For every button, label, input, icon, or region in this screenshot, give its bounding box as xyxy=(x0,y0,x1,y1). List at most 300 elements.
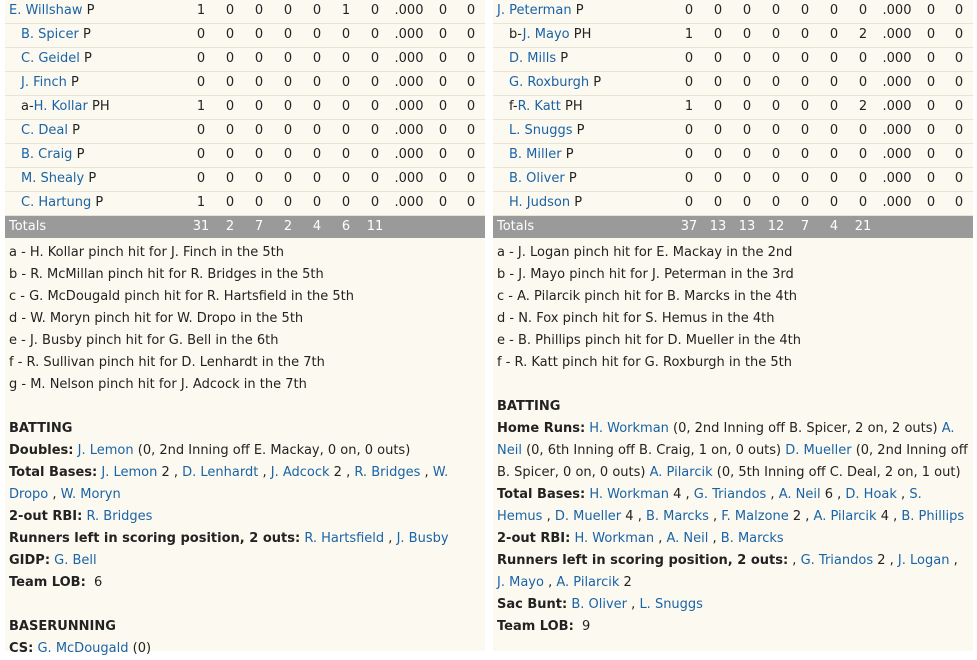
stat-cell: 0 xyxy=(225,195,235,210)
stat-cell: .000 xyxy=(394,123,424,138)
player-link[interactable]: G. Triandos xyxy=(693,487,767,502)
stat-cell: 0 xyxy=(926,171,936,186)
player-link[interactable]: H. Kollar xyxy=(33,99,88,114)
stat-cell: 0 xyxy=(684,3,694,18)
stat-cell: 0 xyxy=(829,123,839,138)
player-link[interactable]: C. Deal xyxy=(21,123,68,138)
player-cell xyxy=(21,144,84,166)
stat-cell: 0 xyxy=(771,75,781,90)
player-link[interactable]: J. Lemon xyxy=(77,443,134,458)
stat-cell: 0 xyxy=(225,171,235,186)
stat-cell: 0 xyxy=(684,123,694,138)
player-cell xyxy=(21,120,80,142)
stat-cell: 0 xyxy=(312,27,322,42)
stat-cell: 0 xyxy=(829,195,839,210)
player-cell xyxy=(509,120,585,142)
stat-cell: 0 xyxy=(341,27,351,42)
stat-cell: 0 xyxy=(829,75,839,90)
stat-cell: 1 xyxy=(196,3,206,18)
player-cell xyxy=(509,24,591,46)
position-label: P xyxy=(575,3,584,18)
stat-cell: 0 xyxy=(466,195,476,210)
player-link[interactable]: A. Pilarcik xyxy=(556,575,620,590)
stat-cell: 0 xyxy=(312,123,322,138)
totals-cell: 2 xyxy=(283,219,293,234)
player-cell xyxy=(509,168,577,190)
stat-cell: .000 xyxy=(394,51,424,66)
stat-cell: .000 xyxy=(882,99,912,114)
position-label: P xyxy=(76,147,85,162)
stat-cell: 0 xyxy=(926,123,936,138)
pinch-prefix: a- xyxy=(21,99,34,114)
player-cell xyxy=(21,192,103,214)
left-doubles: Doubles: J. Lemon (0, 2nd Inning off E. Mackay, 0 on, 0 outs) xyxy=(9,443,411,458)
player-link[interactable]: J. Busby xyxy=(396,531,449,546)
stat-cell: 0 xyxy=(954,171,964,186)
stat-cell: 0 xyxy=(254,3,264,18)
table-row xyxy=(493,72,973,96)
stat-cell: 0 xyxy=(858,75,868,90)
left-batting-header: BATTING xyxy=(9,421,73,436)
totals-label: Totals xyxy=(497,219,535,234)
stat-cell: 0 xyxy=(438,195,448,210)
player-link[interactable]: J. Peterman xyxy=(497,3,572,18)
totals-cell: 37 xyxy=(680,219,698,234)
stat-cell: 0 xyxy=(283,171,293,186)
stat-cell: 0 xyxy=(283,27,293,42)
player-link[interactable]: C. Geidel xyxy=(21,51,80,66)
stat-cell: 0 xyxy=(713,27,723,42)
stat-cell: 0 xyxy=(370,51,380,66)
stat-cell: 0 xyxy=(196,51,206,66)
substitution-note: e - J. Busby pinch hit for G. Bell in the 6th xyxy=(9,333,279,348)
stat-cell: 0 xyxy=(926,27,936,42)
substitution-note: g - M. Nelson pinch hit for J. Adcock in the 7th xyxy=(9,377,307,392)
stat-cell: .000 xyxy=(394,99,424,114)
position-label: P xyxy=(565,147,574,162)
stat-cell: 0 xyxy=(684,195,694,210)
substitution-note: c - A. Pilarcik pinch hit for B. Marcks in the 4th xyxy=(497,289,798,304)
player-link[interactable]: G. Triandos xyxy=(800,553,874,568)
position-label: PH xyxy=(92,99,110,114)
stat-cell: 0 xyxy=(926,51,936,66)
stat-cell: 0 xyxy=(312,195,322,210)
totals-cell: 6 xyxy=(341,219,351,234)
player-link[interactable]: S. Hemus xyxy=(497,487,922,524)
totals-cell: 21 xyxy=(854,219,872,234)
totals-cell: 4 xyxy=(829,219,839,234)
player-link[interactable]: D. Mills xyxy=(509,51,557,66)
stat-cell: 0 xyxy=(341,75,351,90)
substitution-note: b - R. McMillan pinch hit for R. Bridges in the 5th xyxy=(9,267,324,282)
player-link[interactable]: W. Dropo xyxy=(9,465,449,502)
player-link[interactable]: G. McDougald xyxy=(37,641,129,656)
right-batting-header: BATTING xyxy=(497,399,561,414)
stat-cell: 0 xyxy=(283,75,293,90)
player-link[interactable]: L. Snuggs xyxy=(639,597,703,612)
player-link[interactable]: B. Phillips xyxy=(901,509,965,524)
stat-cell: 0 xyxy=(196,75,206,90)
table-row xyxy=(493,144,973,168)
stat-cell: 0 xyxy=(954,99,964,114)
stat-cell: 0 xyxy=(225,51,235,66)
stat-cell: .000 xyxy=(882,51,912,66)
player-link[interactable]: C. Hartung xyxy=(21,195,92,210)
stat-cell: 0 xyxy=(858,147,868,162)
stat-cell: 2 xyxy=(858,27,868,42)
substitution-note: a - H. Kollar pinch hit for J. Finch in the 5th xyxy=(9,245,284,260)
stat-cell: 0 xyxy=(742,3,752,18)
player-link[interactable]: H. Judson xyxy=(509,195,571,210)
stat-cell: 0 xyxy=(713,147,723,162)
player-link[interactable]: A. Pilarcik xyxy=(649,465,713,480)
player-link[interactable]: B. Craig xyxy=(21,147,73,162)
right-sac-bunt: Sac Bunt: B. Oliver , L. Snuggs xyxy=(497,597,703,612)
position-label: P xyxy=(576,123,585,138)
stat-cell: 0 xyxy=(370,147,380,162)
table-row xyxy=(5,144,485,168)
stat-cell: 1 xyxy=(684,99,694,114)
substitution-note: d - W. Moryn pinch hit for W. Dropo in the 5th xyxy=(9,311,304,326)
totals-cell: 4 xyxy=(312,219,322,234)
player-cell xyxy=(509,48,568,70)
stat-cell: 0 xyxy=(800,195,810,210)
stat-cell: 0 xyxy=(225,99,235,114)
stat-cell: 0 xyxy=(283,123,293,138)
position-label: P xyxy=(95,195,104,210)
right-total-bases: Total Bases: H. Workman 4 , G. Triandos , A. Neil 6 , D. Hoak , S. Hemus , D. Mueller 4 , B. Marcks , F. Malzone 2 , A. Pilarcik 4 , B. Phillips xyxy=(497,487,965,524)
stat-cell: 0 xyxy=(684,171,694,186)
player-link[interactable]: F. Malzone xyxy=(721,509,789,524)
stat-cell: 0 xyxy=(312,3,322,18)
totals-cell: 11 xyxy=(366,219,384,234)
stat-cell: .000 xyxy=(882,123,912,138)
stat-cell: .000 xyxy=(882,75,912,90)
stat-cell: 0 xyxy=(742,195,752,210)
left-team-box xyxy=(5,0,485,656)
stat-cell: .000 xyxy=(394,27,424,42)
totals-cell: 7 xyxy=(800,219,810,234)
player-link[interactable]: J. Mayo xyxy=(497,575,544,590)
stat-cell: 0 xyxy=(771,147,781,162)
stat-cell: .000 xyxy=(394,75,424,90)
stat-cell: 0 xyxy=(283,195,293,210)
stat-cell: 0 xyxy=(225,123,235,138)
stat-cell: 1 xyxy=(341,3,351,18)
stat-cell: 0 xyxy=(858,3,868,18)
stat-cell: 0 xyxy=(800,123,810,138)
stat-cell: .000 xyxy=(394,147,424,162)
stat-cell: 0 xyxy=(742,99,752,114)
player-link[interactable]: B. Spicer xyxy=(21,27,79,42)
stat-cell: 0 xyxy=(341,171,351,186)
stat-cell: 0 xyxy=(800,75,810,90)
stat-cell: 0 xyxy=(829,171,839,186)
totals-cell: 13 xyxy=(709,219,727,234)
stat-cell: 0 xyxy=(370,99,380,114)
stat-cell: 0 xyxy=(225,147,235,162)
stat-cell: 0 xyxy=(341,123,351,138)
stat-cell: 0 xyxy=(312,75,322,90)
stat-cell: 0 xyxy=(684,51,694,66)
player-link[interactable]: D. Hoak xyxy=(845,487,897,502)
position-label: P xyxy=(560,51,569,66)
player-link[interactable]: A. Pilarcik xyxy=(813,509,877,524)
stat-cell: 0 xyxy=(800,171,810,186)
stat-cell: 0 xyxy=(438,123,448,138)
substitution-note: f - R. Katt pinch hit for G. Roxburgh in the 5th xyxy=(497,355,792,370)
table-row xyxy=(493,24,973,48)
table-row xyxy=(493,120,973,144)
position-label: P xyxy=(593,75,602,90)
substitution-note: e - B. Phillips pinch hit for D. Mueller in the 4th xyxy=(497,333,802,348)
stat-cell: 0 xyxy=(196,147,206,162)
player-link[interactable]: B. Miller xyxy=(509,147,562,162)
player-link[interactable]: J. Lemon xyxy=(101,465,158,480)
stat-cell: 0 xyxy=(254,27,264,42)
stat-cell: 0 xyxy=(713,99,723,114)
left-team-lob: Team LOB: 6 xyxy=(9,575,103,590)
position-label: P xyxy=(72,123,80,138)
stat-cell: .000 xyxy=(394,3,424,18)
player-link[interactable]: R. Bridges xyxy=(354,465,421,480)
stat-cell: 0 xyxy=(312,171,322,186)
stat-cell: 0 xyxy=(858,171,868,186)
stat-cell: 0 xyxy=(370,3,380,18)
stat-cell: 0 xyxy=(771,99,781,114)
stat-cell: 0 xyxy=(196,171,206,186)
stat-cell: 0 xyxy=(713,171,723,186)
player-link[interactable]: D. Lenhardt xyxy=(182,465,259,480)
stat-cell: 0 xyxy=(466,51,476,66)
stat-cell: 0 xyxy=(742,171,752,186)
right-team-lob: Team LOB: 9 xyxy=(497,619,591,634)
player-cell xyxy=(21,24,91,46)
stat-cell: 0 xyxy=(926,147,936,162)
stat-cell: 0 xyxy=(283,51,293,66)
totals-cell: 7 xyxy=(254,219,264,234)
stat-cell: 0 xyxy=(438,51,448,66)
stat-cell: 0 xyxy=(926,3,936,18)
player-link[interactable]: A. Neil xyxy=(666,531,709,546)
stat-cell: .000 xyxy=(882,171,912,186)
player-link[interactable]: H. Workman xyxy=(574,531,655,546)
stat-cell: 0 xyxy=(771,51,781,66)
player-link[interactable]: R. Katt xyxy=(517,99,561,114)
table-row xyxy=(5,24,485,48)
player-link[interactable]: R. Bridges xyxy=(86,509,153,524)
left-baserunning-header: BASERUNNING xyxy=(9,619,116,634)
stat-cell: 0 xyxy=(438,171,448,186)
table-row xyxy=(5,0,485,24)
stat-cell: 0 xyxy=(438,147,448,162)
totals-label: Totals xyxy=(9,219,47,234)
stat-cell: 0 xyxy=(438,75,448,90)
right-risp: Runners left in scoring position, 2 outs: , G. Triandos 2 , J. Logan , J. Mayo , A. Pilarcik 2 xyxy=(497,553,958,590)
stat-cell: 0 xyxy=(254,51,264,66)
stat-cell: 0 xyxy=(954,3,964,18)
table-row xyxy=(5,48,485,72)
player-link[interactable]: J. Finch xyxy=(21,75,67,90)
stat-cell: 0 xyxy=(196,123,206,138)
stat-cell: 0 xyxy=(771,123,781,138)
pinch-prefix: f- xyxy=(509,99,518,114)
stat-cell: 2 xyxy=(858,99,868,114)
stat-cell: 0 xyxy=(954,75,964,90)
stat-cell: 0 xyxy=(438,3,448,18)
table-row xyxy=(5,168,485,192)
right-team-box xyxy=(493,0,973,651)
player-link[interactable]: D. Mueller xyxy=(554,509,622,524)
player-link[interactable]: L. Snuggs xyxy=(509,123,573,138)
right-batting-table xyxy=(493,0,973,216)
stat-cell: 0 xyxy=(829,3,839,18)
player-cell xyxy=(509,144,574,166)
stat-cell: 0 xyxy=(954,51,964,66)
stat-cell: 0 xyxy=(438,27,448,42)
stat-cell: 0 xyxy=(954,195,964,210)
left-batting-section xyxy=(5,418,485,660)
stat-cell: 0 xyxy=(713,3,723,18)
right-substitution-notes xyxy=(493,238,973,374)
left-caught-stealing: CS: G. McDougald (0) xyxy=(9,641,152,656)
stat-cell: 0 xyxy=(771,3,781,18)
player-link[interactable]: B. Oliver xyxy=(509,171,565,186)
player-link[interactable]: E. Willshaw xyxy=(9,3,83,18)
stat-cell: 0 xyxy=(954,27,964,42)
stat-cell: 0 xyxy=(800,51,810,66)
stat-cell: 0 xyxy=(283,99,293,114)
player-link[interactable]: J. Mayo xyxy=(522,27,570,42)
stat-cell: 0 xyxy=(742,75,752,90)
player-link[interactable]: R. Hartsfield xyxy=(304,531,385,546)
stat-cell: 0 xyxy=(283,3,293,18)
stat-cell: 1 xyxy=(196,195,206,210)
player-cell xyxy=(21,168,96,190)
stat-cell: 0 xyxy=(254,99,264,114)
stat-cell: 0 xyxy=(742,123,752,138)
stat-cell: 0 xyxy=(254,123,264,138)
player-cell xyxy=(9,0,94,22)
player-link[interactable]: B. Marcks xyxy=(645,509,709,524)
stat-cell: 0 xyxy=(684,75,694,90)
table-row xyxy=(5,96,485,120)
stat-cell: 0 xyxy=(829,147,839,162)
position-label: P xyxy=(88,171,97,186)
stat-cell: 1 xyxy=(196,99,206,114)
player-link[interactable]: D. Mueller xyxy=(785,443,852,458)
stat-cell: 0 xyxy=(926,75,936,90)
stat-cell: 0 xyxy=(713,195,723,210)
stat-cell: 0 xyxy=(341,51,351,66)
player-cell xyxy=(509,192,582,214)
stat-cell: 0 xyxy=(771,171,781,186)
player-cell xyxy=(21,96,110,118)
stat-cell: 0 xyxy=(370,195,380,210)
right-home-runs: Home Runs: H. Workman (0, 2nd Inning off B. Spicer, 2 on, 2 outs) A. Neil (0, 6th Inning off B. Craig, 1 on, 0 outs) D. Mueller (0, 2nd Inning off B. Spicer, 0 on, 0 outs) A. Pilarcik (0, 5th Inning off C. Deal, 2 on, 1 out) xyxy=(497,421,968,480)
player-link[interactable]: H. Workman xyxy=(589,421,669,436)
stat-cell: 0 xyxy=(254,147,264,162)
player-link[interactable]: J. Adcock xyxy=(270,465,330,480)
totals-cell: 12 xyxy=(767,219,785,234)
stat-cell: 0 xyxy=(466,3,476,18)
player-link[interactable]: B. Oliver xyxy=(571,597,628,612)
stat-cell: 0 xyxy=(370,123,380,138)
substitution-note: c - G. McDougald pinch hit for R. Hartsfield in the 5th xyxy=(9,289,354,304)
table-row xyxy=(5,72,485,96)
stat-cell: 0 xyxy=(926,195,936,210)
stat-cell: 0 xyxy=(800,3,810,18)
stat-cell: 0 xyxy=(225,75,235,90)
stat-cell: 0 xyxy=(370,75,380,90)
player-link[interactable]: J. Logan xyxy=(897,553,950,568)
player-cell xyxy=(21,72,79,94)
stat-cell: .000 xyxy=(882,195,912,210)
position-label: P xyxy=(84,51,92,66)
stat-cell: 0 xyxy=(466,75,476,90)
stat-cell: 0 xyxy=(466,171,476,186)
position-label: P xyxy=(568,171,577,186)
stat-cell: 0 xyxy=(438,99,448,114)
table-row xyxy=(5,120,485,144)
right-batting-section xyxy=(493,396,973,638)
player-cell xyxy=(509,96,583,118)
left-substitution-notes xyxy=(5,238,485,396)
totals-cell: 2 xyxy=(225,219,235,234)
stat-cell: 0 xyxy=(829,27,839,42)
player-link[interactable]: A. Neil xyxy=(497,421,955,458)
stat-cell: 0 xyxy=(800,147,810,162)
position-label: P xyxy=(86,3,95,18)
stat-cell: 0 xyxy=(312,51,322,66)
stat-cell: 0 xyxy=(713,51,723,66)
stat-cell: 0 xyxy=(858,123,868,138)
stat-cell: 0 xyxy=(225,27,235,42)
stat-cell: 0 xyxy=(713,123,723,138)
player-link[interactable]: B. Marcks xyxy=(720,531,784,546)
left-total-bases: Total Bases: J. Lemon 2 , D. Lenhardt , J. Adcock 2 , R. Bridges , W. Dropo , W. Moryn xyxy=(9,465,449,502)
player-link[interactable]: M. Shealy xyxy=(21,171,85,186)
substitution-note: a - J. Logan pinch hit for E. Mackay in the 2nd xyxy=(497,245,793,260)
stat-cell: 0 xyxy=(800,27,810,42)
stat-cell: 0 xyxy=(858,195,868,210)
stat-cell: .000 xyxy=(882,3,912,18)
position-label: P xyxy=(574,195,583,210)
stat-cell: 0 xyxy=(829,51,839,66)
stat-cell: .000 xyxy=(394,195,424,210)
left-totals-row xyxy=(5,216,485,238)
table-row xyxy=(493,48,973,72)
player-cell xyxy=(497,0,584,22)
position-label: PH xyxy=(573,27,592,42)
player-link[interactable]: W. Moryn xyxy=(60,487,121,502)
stat-cell: 0 xyxy=(254,195,264,210)
stat-cell: 0 xyxy=(954,123,964,138)
player-cell xyxy=(509,72,601,94)
stat-cell: .000 xyxy=(882,147,912,162)
player-link[interactable]: G. Roxburgh xyxy=(509,75,590,90)
stat-cell: 0 xyxy=(341,147,351,162)
table-row xyxy=(493,96,973,120)
position-label: PH xyxy=(565,99,583,114)
player-link[interactable]: G. Bell xyxy=(54,553,97,568)
totals-cell: 13 xyxy=(738,219,756,234)
player-link[interactable]: H. Workman xyxy=(589,487,669,502)
stat-cell: 0 xyxy=(312,99,322,114)
right-2out-rbi: 2-out RBI: H. Workman , A. Neil , B. Marcks xyxy=(497,531,784,546)
stat-cell: 0 xyxy=(466,123,476,138)
player-link[interactable]: A. Neil xyxy=(778,487,821,502)
